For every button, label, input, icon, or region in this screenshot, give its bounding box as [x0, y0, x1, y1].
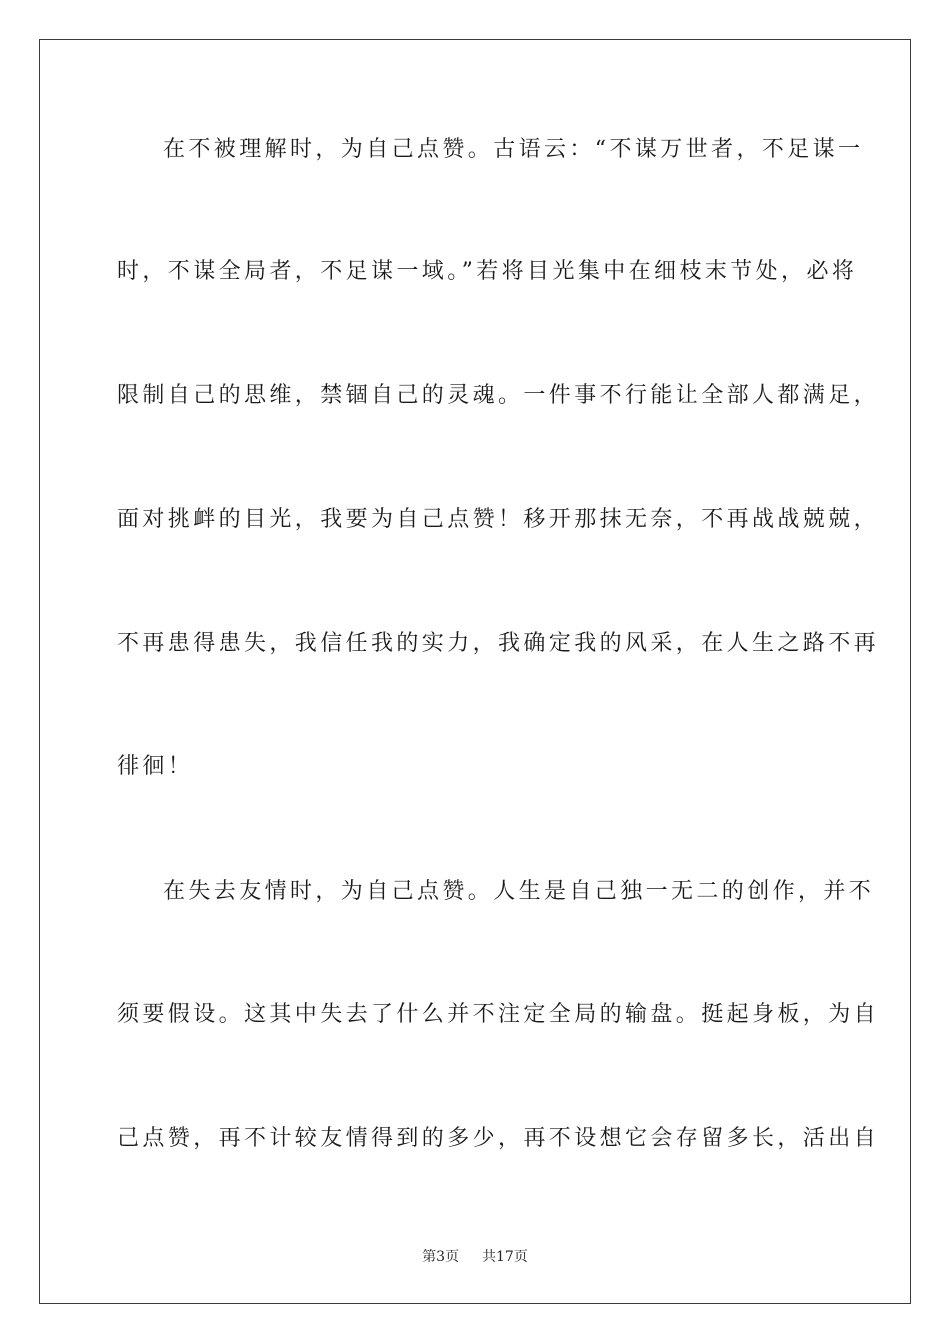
current-page-label: 第3页 [422, 1249, 460, 1265]
total-pages-label: 共17页 [482, 1249, 528, 1265]
paragraph-1-line-3: 限制自己的思维，禁锢自己的灵魂。一件事不行能让全部人都满足， [117, 383, 880, 408]
paragraph-2-line-1: 在失去友情时，为自己点赞。人生是自己独一无二的创作，并不 [163, 879, 875, 904]
paragraph-2-line-3: 己点赞，再不计较友情得到的多少，再不设想它会存留多长，活出自 [117, 1126, 880, 1151]
paragraph-2-line-2: 须要假设。这其中失去了什么并不注定全局的输盘。挺起身板，为自 [117, 1002, 880, 1027]
page-border [39, 39, 911, 1304]
paragraph-1-line-4: 面对挑衅的目光，我要为自己点赞！移开那抹无奈，不再战战兢兢， [117, 507, 880, 532]
page-footer [0, 1247, 950, 1267]
paragraph-1-line-2: 时，不谋全局者，不足谋一域。”若将目光集中在细枝末节处，必将 [117, 259, 858, 284]
paragraph-1-line-5: 不再患得患失，我信任我的实力，我确定我的风采，在人生之路不再 [117, 631, 880, 656]
paragraph-1-line-6: 徘徊！ [117, 754, 194, 779]
paragraph-1-line-1: 在不被理解时，为自己点赞。古语云：“不谋万世者，不足谋一 [163, 137, 864, 162]
